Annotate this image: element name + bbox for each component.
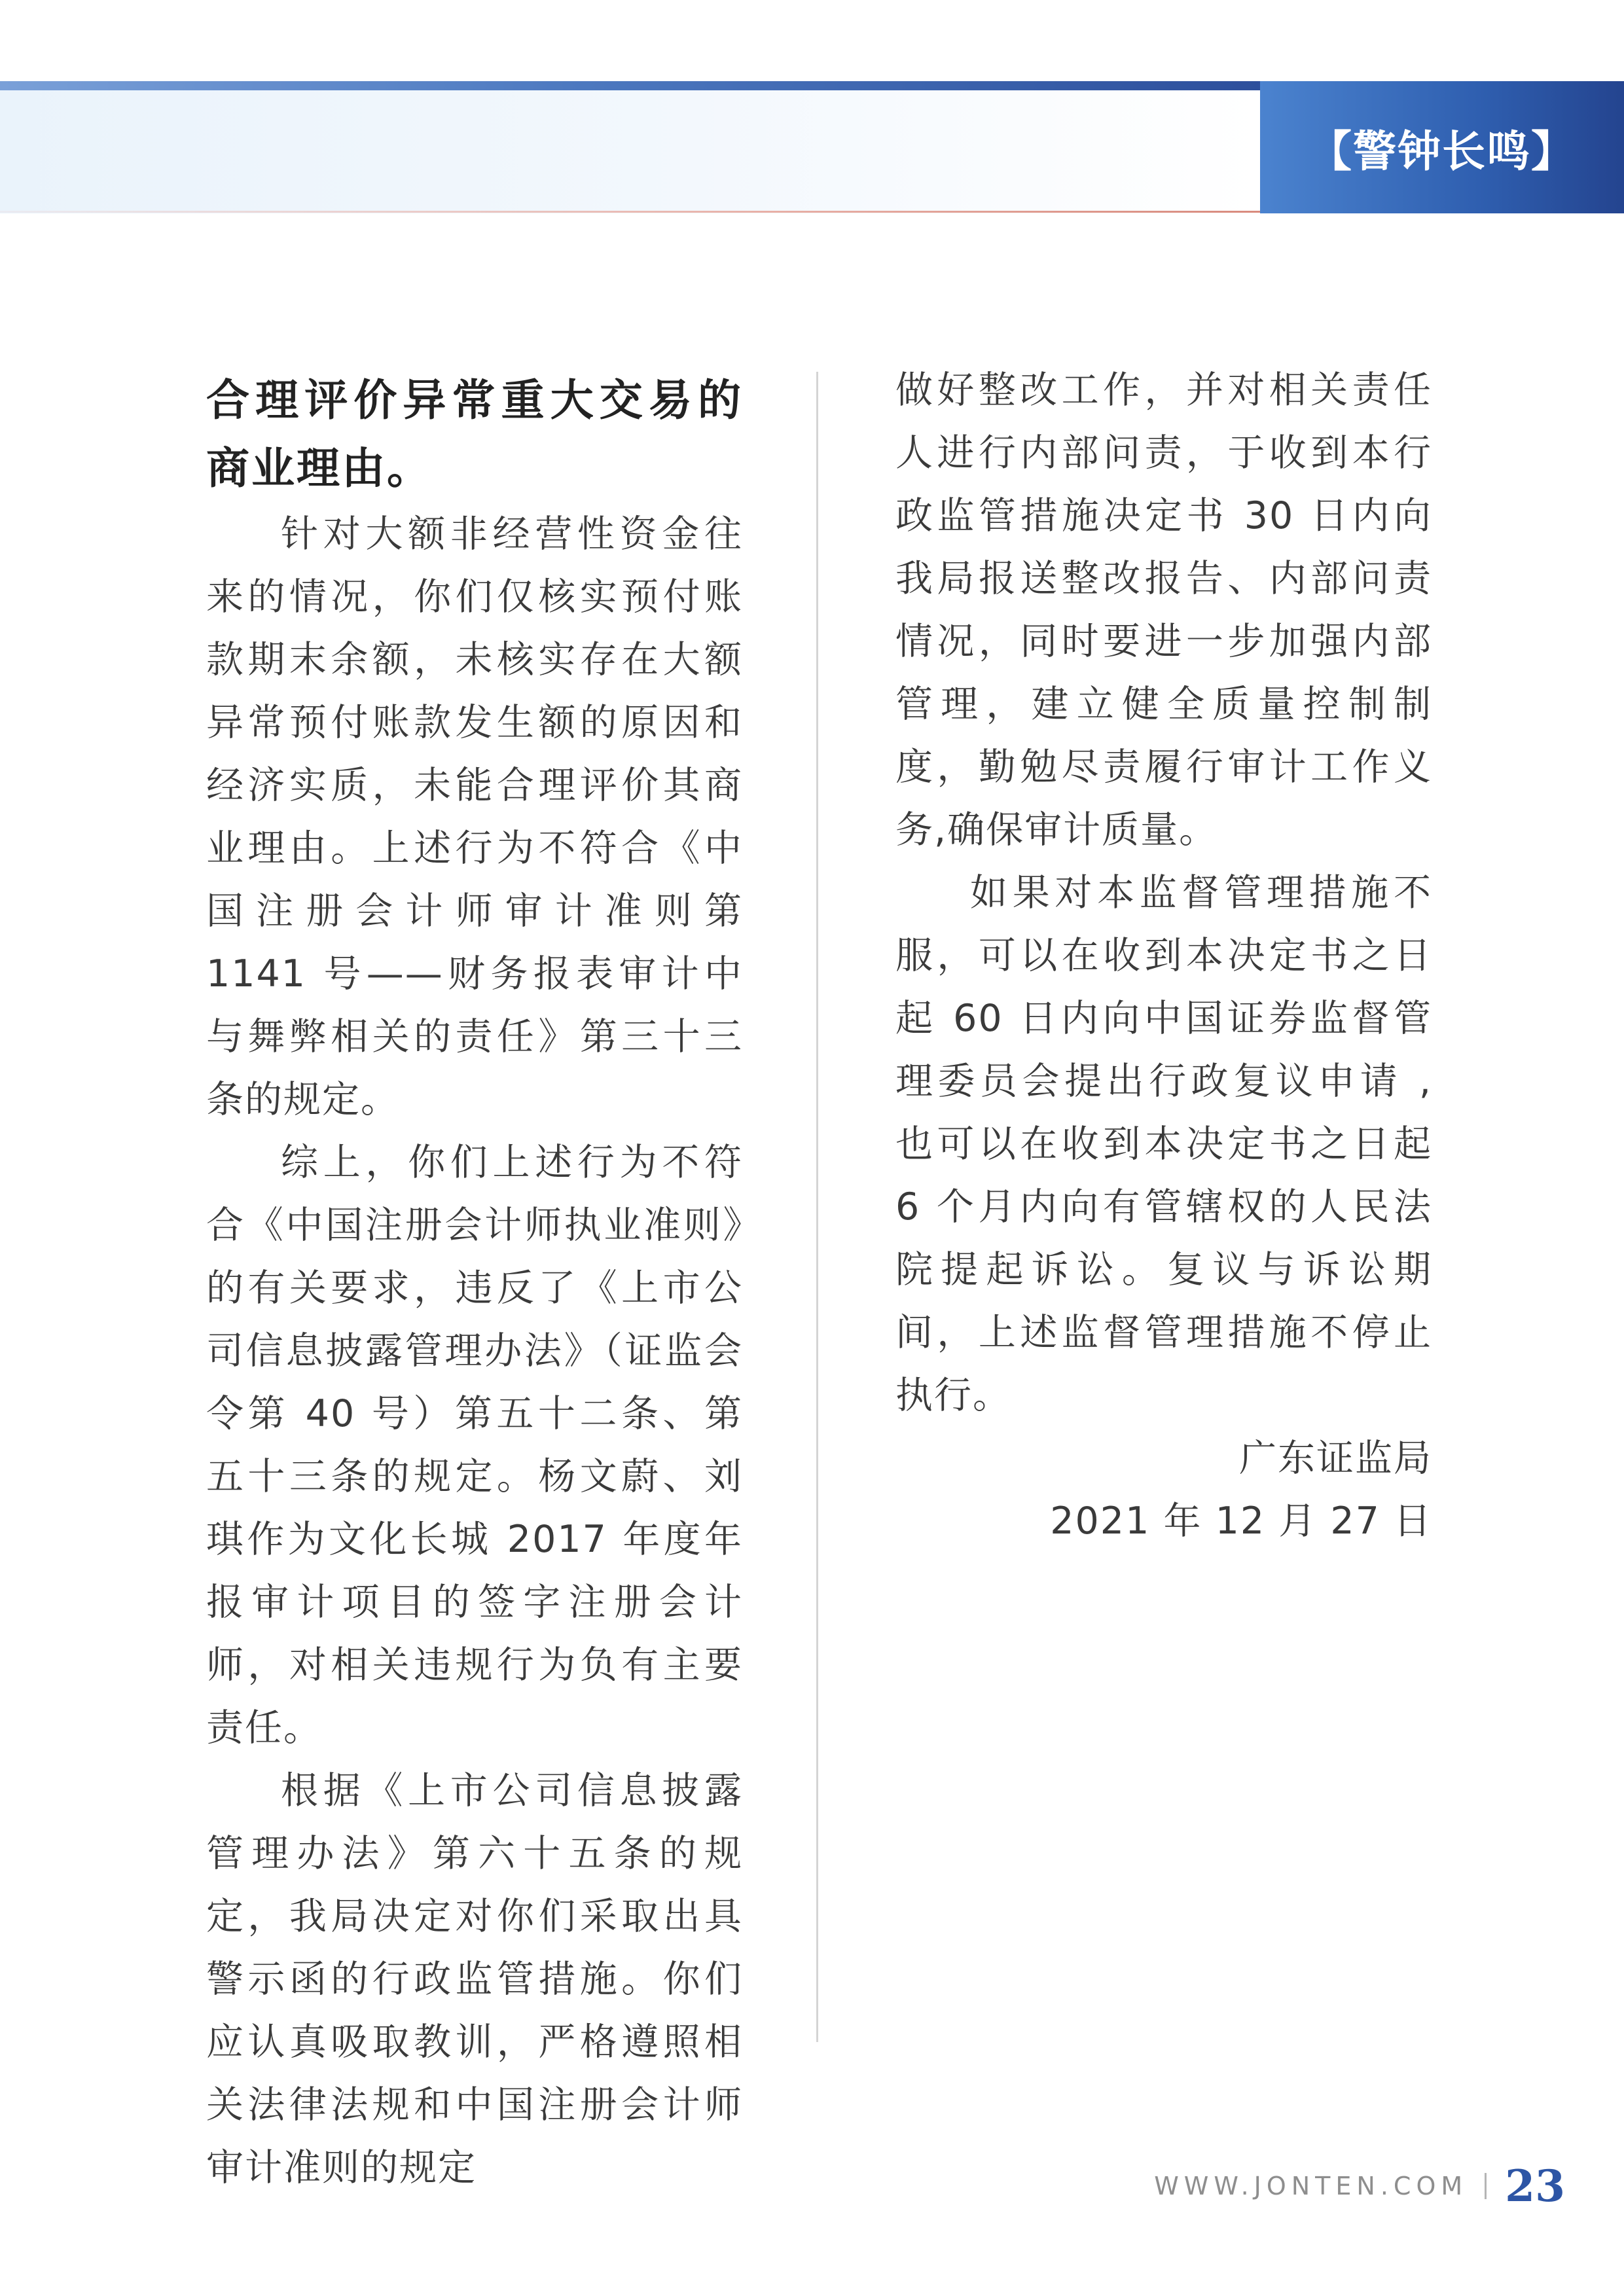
header-top-rule <box>0 81 1260 90</box>
section-heading: 合理评价异常重大交易的商业理由。 <box>206 375 743 493</box>
paragraph-appeal: 如果对本监督管理措施不服，可以在收到本决定书之日起 60 日内向中国证券监督管理委员会提出行政复议申请 , 也可以在收到本决定书之日起 6 个月内向有管辖权的人民法院提起诉讼。复议与诉讼期间，上述监督管理措施不停止执行。 <box>895 871 1432 1417</box>
signature-date: 2021 年 12 月 27 日 <box>1050 1499 1432 1543</box>
left-column <box>206 367 743 2199</box>
footer-website[interactable]: WWW.JONTEN.COM <box>1154 2172 1468 2200</box>
header-underline <box>0 211 1260 213</box>
signature-block <box>895 1427 1432 1552</box>
page-number: 23 <box>1505 2161 1565 2212</box>
paragraph-decision: 根据《上市公司信息披露管理办法》第六十五条的规定，我局决定对你们采取出具警示函的行政监管措施。你们应认真吸取教训，严格遵照相关法律法规和中国注册会计师审计准则的规定 <box>206 1769 743 2189</box>
signature-issuer: 广东证监局 <box>1239 1437 1432 1480</box>
section-tag: 【警钟长鸣】 <box>1260 81 1624 213</box>
column-divider <box>816 372 818 2042</box>
footer-divider <box>1485 2173 1487 2199</box>
paragraph-continuation: 做好整改工作，并对相关责任人进行内部问责，于收到本行政监管措施决定书 30 日内向我局报送整改报告、内部问责情况，同时要进一步加强内部管理，建立健全质量控制制度，勤勉尽责履行审计工作义务,确保审计质量。 <box>895 368 1432 852</box>
page-footer <box>1154 2160 1565 2212</box>
paragraph-summary: 综上，你们上述行为不符合《中国注册会计师执业准则》的有关要求，违反了《上市公司信息披露管理办法》（证监会令第 40 号）第五十二条、第五十三条的规定。杨文蔚、刘琪作为文化长城 2017 年度年报审计项目的签字注册会计师，对相关违规行为负有主要责任。 <box>206 1141 743 1749</box>
right-column <box>895 359 1432 1427</box>
header-band <box>0 90 1260 213</box>
paragraph-findings: 针对大额非经营性资金往来的情况，你们仅核实预付账款期末余额，未核实存在大额异常预付账款发生额的原因和经济实质，未能合理评价其商业理由。上述行为不符合《中国注册会计师审计准则第 1141 号——财务报表审计中与舞弊相关的责任》第三十三条的规定。 <box>206 512 743 1121</box>
